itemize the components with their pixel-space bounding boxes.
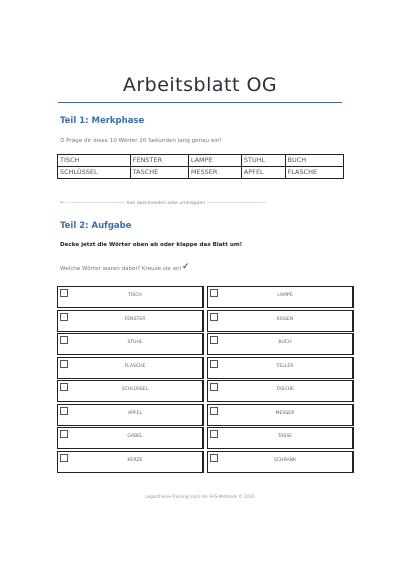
checkbox[interactable] [210,454,218,462]
answer-option-label: GABEL [127,434,143,439]
part1-heading: Teil 1: Merkphase [60,116,145,126]
word-row-1 [58,155,344,167]
answer-option-label: MESSER [275,410,295,416]
answer-option-label: SCHRANK [273,457,297,463]
answer-option-label: TELLER [276,363,294,369]
answer-option-label: BUCH [278,340,292,345]
word-cell: TISCH [58,155,131,167]
answer-option[interactable] [207,404,354,426]
answer-option-label: TASCHE [275,387,295,392]
word-cell: FENSTER [130,155,188,167]
answer-option[interactable] [57,380,204,402]
word-cell: MESSER [188,167,241,179]
answer-option[interactable] [57,451,204,473]
part2-instruction: Decke jetzt die Wörter oben ab oder klappe das Blatt um! [60,242,243,248]
answer-row [57,404,353,428]
checkbox[interactable] [210,289,218,297]
answer-option[interactable] [57,286,204,308]
part1-instruction: ⏱ Präge dir diese 10 Wörter 20 Sekunden lang genau ein! [60,138,222,144]
word-row-2 [58,167,344,179]
answer-option-label: TASSE [277,434,293,439]
answer-option-label: FLASCHE [124,363,146,369]
answer-row [57,333,353,357]
checkbox[interactable] [210,336,218,344]
part2-question: Welche Wörter waren dabei? Kreuze sie an! [60,266,182,272]
checkbox[interactable] [60,336,68,344]
answer-option-label: TISCH [128,293,142,298]
word-cell: FLASCHE [285,167,343,179]
answer-row [57,286,353,310]
answer-option[interactable] [207,451,354,473]
answer-row [57,357,353,381]
answer-option[interactable] [57,333,204,355]
word-cell: BUCH [285,155,343,167]
answer-option[interactable] [207,333,354,355]
answer-row [57,451,353,475]
answer-option-label: STUHL [127,340,143,345]
checkbox[interactable] [210,407,218,415]
checkbox[interactable] [210,360,218,368]
answer-option[interactable] [57,310,204,332]
checkbox[interactable] [60,360,68,368]
word-cell: STUHL [241,155,285,167]
word-cell: TASCHE [130,167,188,179]
checkbox[interactable] [60,383,68,391]
answer-option[interactable] [207,286,354,308]
word-cell: LAMPE [188,155,241,167]
answer-option[interactable] [207,427,354,449]
checkbox[interactable] [60,407,68,415]
answer-row [57,310,353,334]
footer: Legasthenie-Training nach der AFS-Methode © 2020 [145,494,255,499]
answer-option-label: FENSTER [124,316,146,322]
part2-heading: Teil 2: Aufgabe [60,221,132,231]
page-title: Arbeitsblatt OG [122,74,278,96]
title-underline [58,102,342,103]
answer-option-label: KERZE [127,457,143,463]
checkbox[interactable] [60,454,68,462]
answer-option-label: LAMPE [277,293,293,298]
checkbox[interactable] [60,313,68,321]
answer-row [57,427,353,451]
answer-option[interactable] [57,427,204,449]
answer-option[interactable] [207,380,354,402]
answer-row [57,380,353,404]
checkbox[interactable] [60,430,68,438]
answer-option[interactable] [207,310,354,332]
cut-line: ✂ ------------------------------------ hier abschneiden oder umklappen ------------------------------------ [60,201,267,206]
word-cell: SCHLÜSSEL [58,167,131,179]
answer-option-label: SCHLÜSSEL [121,387,149,392]
answer-option-label: KISSEN [276,316,294,322]
answer-grid [57,286,353,474]
checkbox[interactable] [210,430,218,438]
answer-option-label: APFEL [127,410,143,416]
checkbox[interactable] [60,289,68,297]
answer-option[interactable] [207,357,354,379]
word-cell: APFEL [241,167,285,179]
checkbox[interactable] [210,383,218,391]
answer-option[interactable] [57,357,204,379]
memorize-word-table [57,154,344,179]
checkbox[interactable] [210,313,218,321]
checkmark-icon: ✓ [182,262,190,272]
answer-option[interactable] [57,404,204,426]
